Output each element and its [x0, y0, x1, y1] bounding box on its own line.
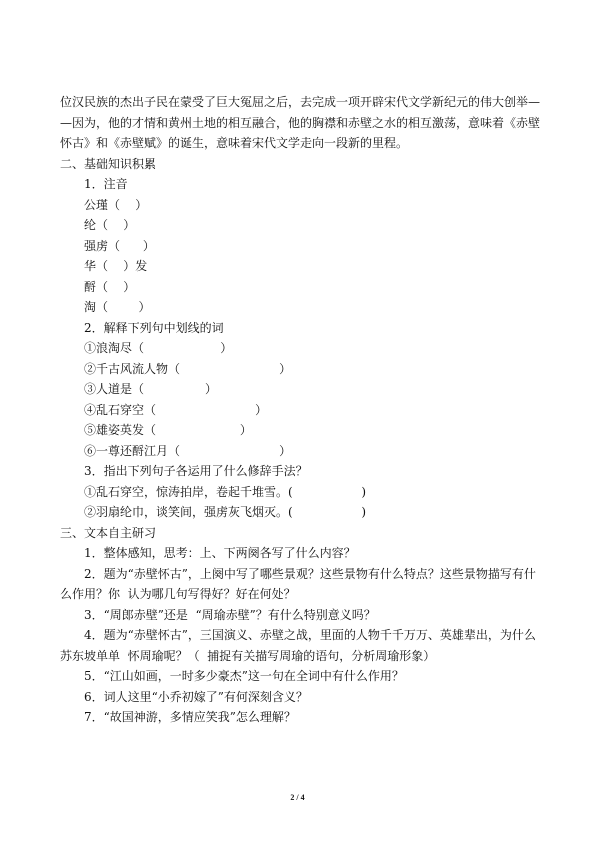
q2-title: 2．解释下列句中划线的词 [84, 320, 224, 335]
q2-item-3: ③人道是（ ） [84, 382, 218, 396]
q2-item-4: ④乱石穿空（ ） [84, 402, 268, 417]
q1-item-2: 纶（ ） [84, 218, 136, 232]
s3-line-3: 么作用？你 认为哪几句写得好？好在何处？ [60, 587, 296, 601]
s3-line-8: 6．词人这里“小乔初嫁了”有何深刻含义？ [84, 689, 308, 704]
section-2-heading: 二、基础知识积累 [60, 156, 157, 171]
s3-line-7: 5．“江山如画，一时多少豪杰”这一句在全词中有什么作用？ [84, 669, 404, 683]
q3-item-2: ②羽扇纶巾，谈笑间，强虏灰飞烟灭。( ) [84, 505, 367, 519]
intro-line-3: 怀古》和《赤壁赋》的诞生，意味着宋代文学走向一段新的里程。 [60, 136, 409, 150]
q1-item-5: 酹（ ） [84, 279, 136, 294]
intro-line-1: 位汉民族的杰出子民在蒙受了巨大冤屈之后，去完成一项开辟宋代文学新纪元的伟大创举— [60, 95, 541, 109]
q1-item-1: 公瑾（ ） [84, 197, 148, 212]
s3-line-4: 3．“周郎赤壁”还是 “周瑜赤壁”？有什么特别意义吗？ [84, 607, 376, 622]
s3-line-6: 苏东坡单单 怀周瑜呢？（ 捕捉有关描写周瑜的语句，分析周瑜形象） [60, 648, 436, 663]
q1-title: 1．注音 [84, 177, 128, 191]
q3-title: 3．指出下列句子各运用了什么修辞手法？ [84, 464, 308, 478]
intro-line-2: —因为，他的才情和黄州土地的相互融合，他的胸襟和赤壁之水的相互激荡，意味着《赤壁 [60, 115, 541, 130]
q3-item-1: ①乱石穿空，惊涛拍岸，卷起千堆雪。( ) [84, 484, 367, 499]
page-number: 2 / 4 [290, 793, 305, 802]
s3-line-2: 2．题为“赤壁怀古”，上阕中写了哪些景观？这些景物有什么特点？这些景物描写有什 [84, 566, 536, 581]
s3-line-1: 1．整体感知，思考：上、下两阕各写了什么内容？ [84, 546, 356, 560]
section-3-heading: 三、文本自主研习 [60, 525, 157, 540]
page-content [60, 92, 540, 728]
q2-item-1: ①浪淘尽（ ） [84, 341, 233, 355]
q1-item-3: 强虏（ ） [84, 238, 155, 253]
q2-item-2: ②千古风流人物（ ） [84, 361, 292, 376]
s3-line-9: 7．“故国神游，多情应笑我”怎么理解？ [84, 710, 296, 724]
q2-item-6: ⑥一尊还酹江月（ ） [84, 443, 292, 458]
q1-item-6: 淘（ ） [84, 300, 151, 314]
q1-item-4: 华（ ）发 [84, 259, 148, 273]
q2-item-5: ⑤雄姿英发（ ） [84, 423, 252, 437]
s3-line-5: 4．题为“赤壁怀古”，三国演义、赤壁之战，里面的人物千千万万、英雄辈出，为什么 [84, 628, 536, 642]
